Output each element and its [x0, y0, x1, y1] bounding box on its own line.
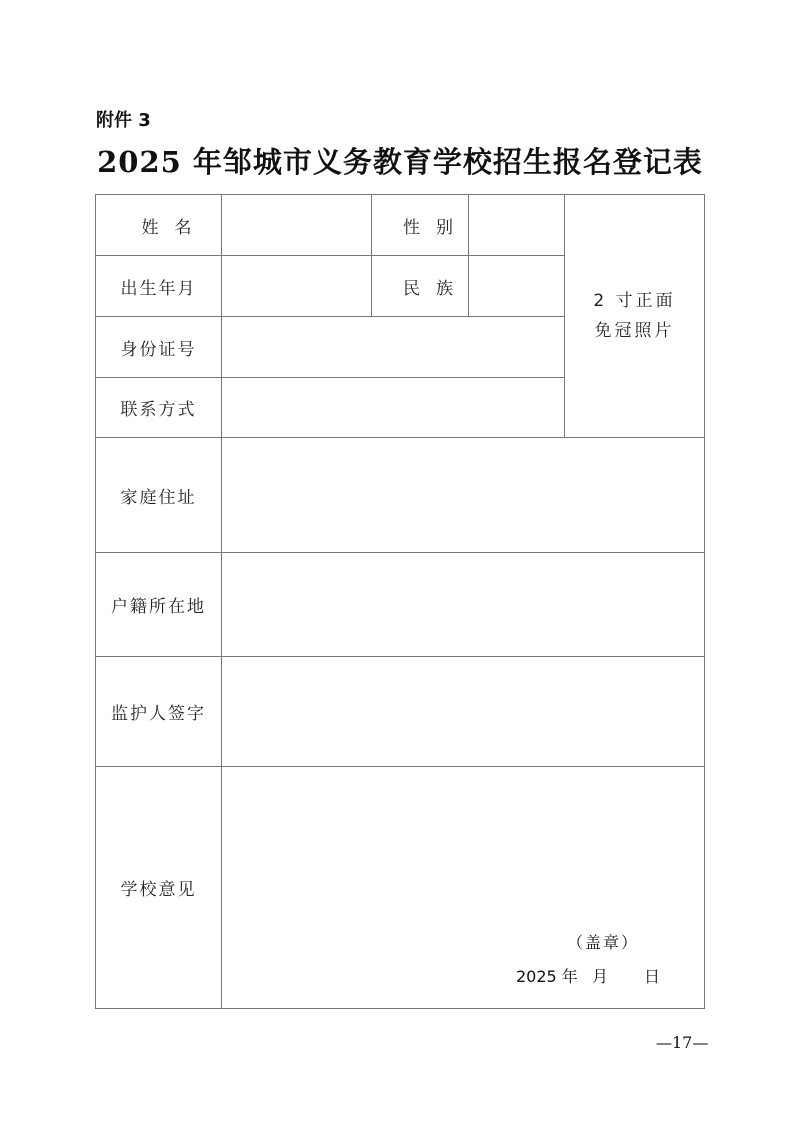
id-field[interactable]: [222, 317, 564, 377]
birth-field[interactable]: [222, 256, 371, 316]
page-number: —17—: [656, 1033, 709, 1052]
photo-placeholder: [565, 195, 704, 437]
table-border-right: [704, 194, 705, 1009]
photo-text-line2: 免冠照片: [594, 321, 675, 341]
contact-label: 联系方式: [120, 400, 197, 420]
date-month: 月: [592, 967, 609, 986]
ethnicity-label: 民族: [403, 278, 469, 299]
photo-text-line1: 2 寸正面: [593, 291, 676, 311]
guardian-signature-label: 监护人签字: [111, 704, 206, 724]
table-border-bottom: [95, 1008, 705, 1009]
school-opinion-label: 学校意见: [120, 880, 197, 900]
address-field[interactable]: [222, 438, 704, 552]
id-label: 身份证号: [120, 339, 197, 360]
birth-label: 出生年月: [120, 278, 197, 299]
name-label: 姓名: [141, 217, 208, 238]
attachment-label: 附件 3: [96, 110, 151, 131]
ethnicity-field[interactable]: [469, 256, 564, 316]
date-day: 日: [644, 967, 661, 986]
seal-text: （盖章）: [567, 933, 640, 952]
name-field[interactable]: [222, 195, 371, 255]
opinion-date: [516, 964, 660, 987]
contact-field[interactable]: [222, 378, 564, 437]
gender-label: 性别: [403, 217, 469, 238]
gender-field[interactable]: [469, 195, 564, 255]
hukou-field[interactable]: [222, 553, 704, 656]
guardian-signature-field[interactable]: [222, 657, 704, 766]
date-year: 2025 年: [516, 967, 578, 986]
address-label: 家庭住址: [120, 487, 197, 508]
page-title: 2025 年邹城市义务教育学校招生报名登记表: [97, 145, 703, 179]
hukou-label: 户籍所在地: [111, 597, 206, 617]
